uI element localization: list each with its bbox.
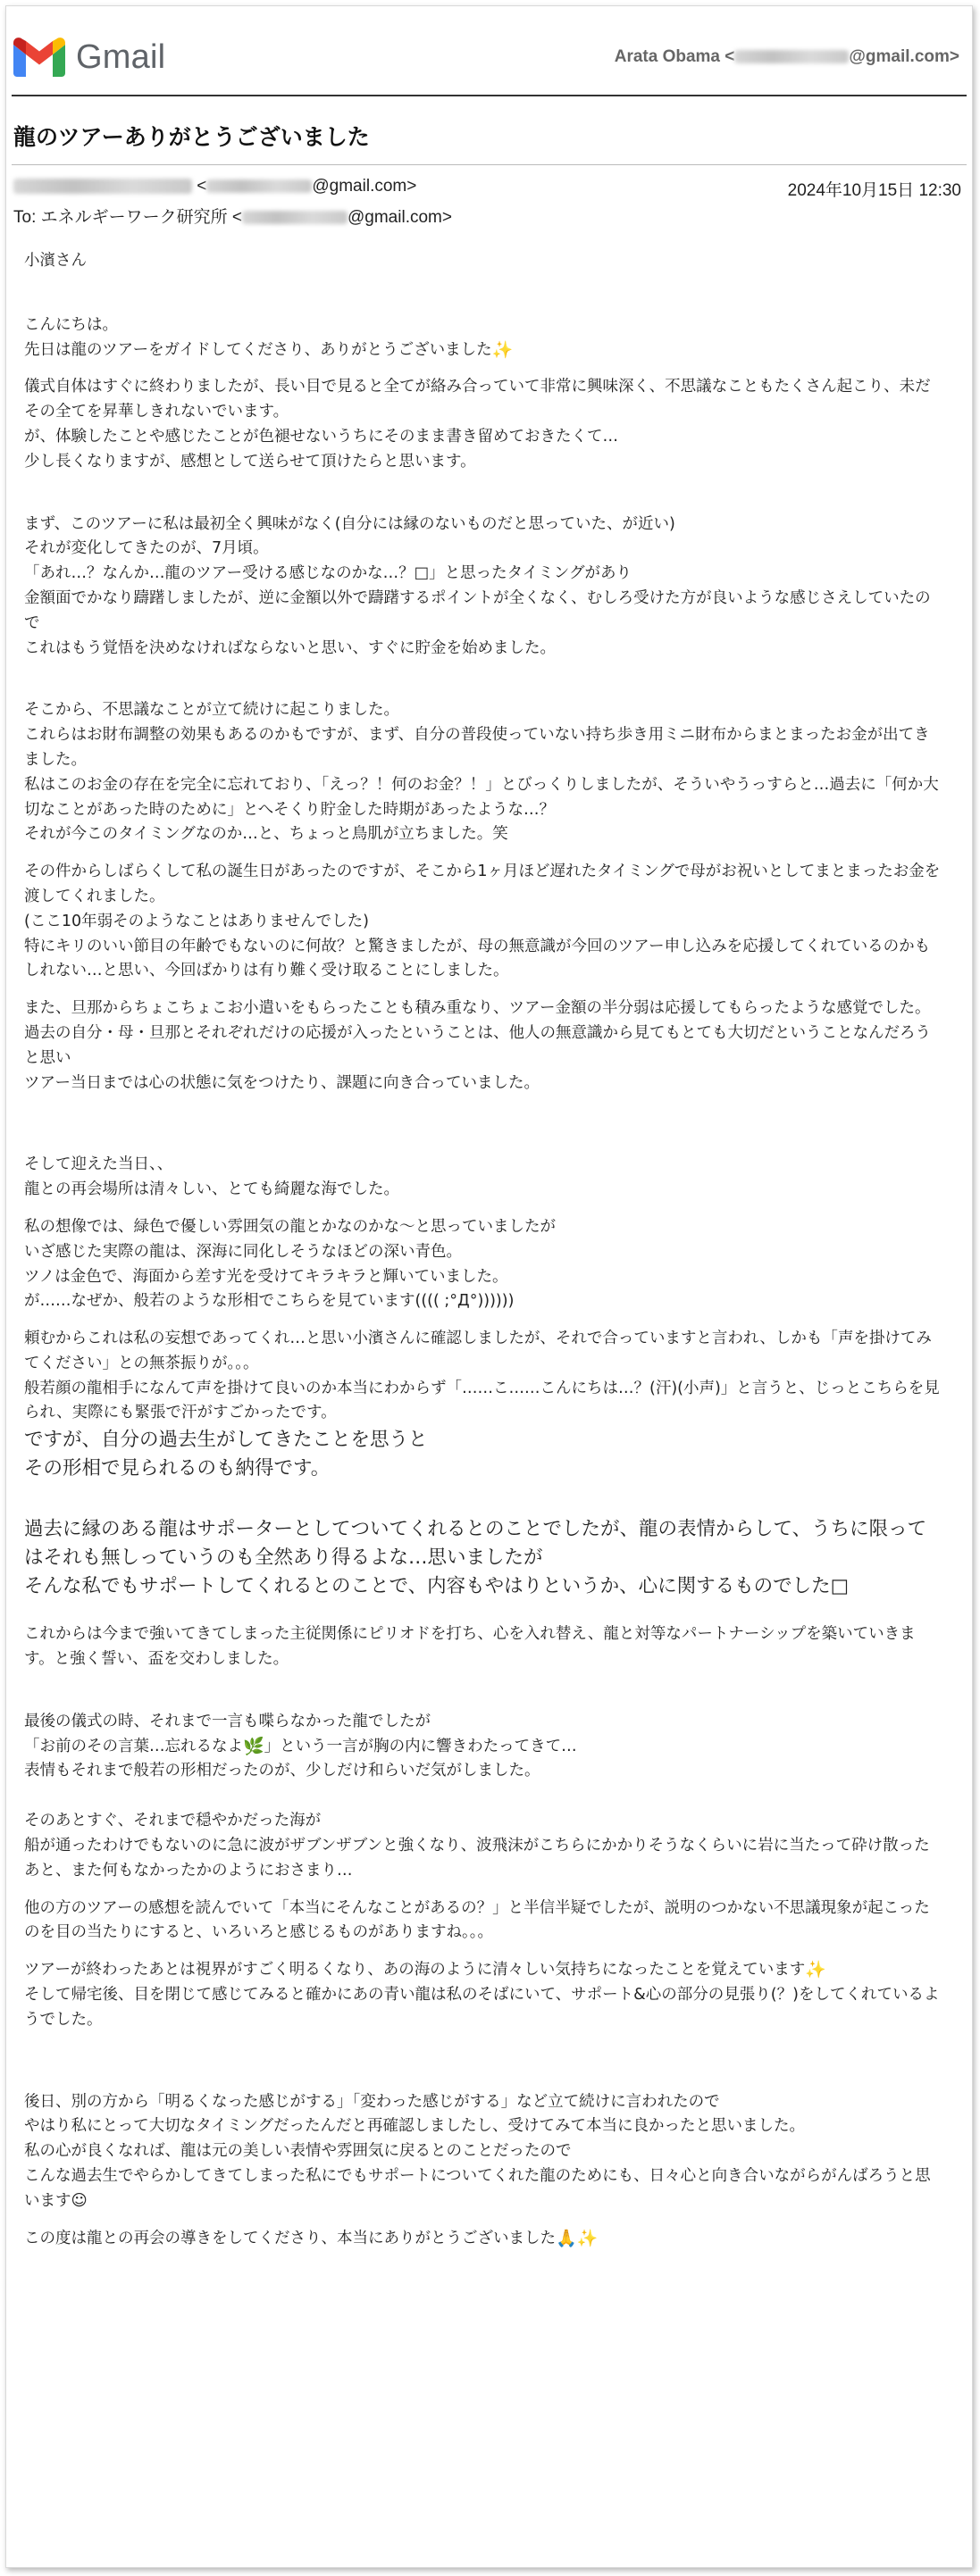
account-email-suffix: @gmail.com> (849, 47, 959, 66)
paragraph-final-ritual (24, 1710, 944, 1784)
paragraph-greeting-dragon: 頼むからこれは私の妄想であってくれ…と思い小濱さんに確認しましたが、それで合っていますと言われ、しかも「声を掛けてみてください」との無茶振りが。。。 般若顔の龍相手になんて声を掛けて良いのか本当にわからず「……こ……こんにちは…？(汗)(小声)」と言うと、じっとこちらを見られ、実際にも緊張で汗がすごかったです。 (24, 1330, 940, 1422)
paragraph-later-days: 後日、別の方から「明るくなった感じがする」「変わった感じがする」など立て続けに言われたので やはり私にとって大切なタイミングだったんだと再確認しましたし、受けてみて本当に良かったと思いました。 私の心が良くなれば、龍は元の美しい表情や雰囲気に戻るとのことだったので こんな過去生でやらかしてきてしまった私にでもサポートについてくれた龍のためにも、日々心と向き合いながらがんばろうと思います☺ (24, 2092, 931, 2210)
recipient-prefix: To: エネルギーワーク研究所 < (13, 208, 242, 227)
header-divider (12, 95, 967, 96)
final-ritual-text-a: 最後の儀式の時、それまで一言も喋らなかった龍でしたが 「お前のその言葉…忘れるなよ (24, 1712, 431, 1755)
paragraph-waves: そのあとすぐ、それまで穏やかだった海が 船が通ったわけでもないのに急に波がザブンザブンと強くなり、波飛沫がこちらにかかりそうなくらいに岩に当たって砕け散ったあと、また何もなかったかのようにおさまり… (24, 1812, 930, 1880)
email-subject: 龍のツアーありがとうございました (13, 124, 370, 150)
sparkles-icon: ✨ (491, 339, 514, 360)
paragraph-mysteries: そこから、不思議なことが立て続けに起こりました。 これらはお財布調整の効果もあるのかもですが、まず、自分の普段使っていない持ち歩き用ミニ財布からまとまったお金が出てきました。 私はこのお金の存在を完全に忘れており、「えっ？！何のお金？！」とびっくりしましたが、そういやうっすらと…過去に「何か大切なことがあった時のために」とへそくり貯金した時期があったような…？ それが今このタイミングなのか…と、ちょっと鳥肌が立ちました。笑 (24, 701, 939, 844)
final-ritual-text-b: 」という一言が胸の内に響きわたってきて… 表情もそれまで般若の形相だったのが、少しだけ和らいだ気がしました。 (24, 1737, 577, 1780)
paragraph-birthday: その件からしばらくして私の誕生日があったのですが、そこから1ヶ月ほど遅れたタイミングで母がお祝いとしてまとまったお金を渡してくれました。 (ここ10年弱そのようなことはありませんでした) 特にキリのいい節目の年齢でもないのに何故？と驚きましたが、母の無意識が今回のツアー申し込みを応援してくれているのかもしれない…と思い、今回ばかりは有り難く受け取ることにしました。 (24, 863, 941, 980)
sender-email-suffix: @gmail.com> (312, 177, 417, 196)
redacted-sender-email (206, 179, 312, 193)
paragraph-others-reviews: 他の方のツアーの感想を読んでいて「本当にそんなことがあるの？」と半信半疑でしたが、説明のつかない不思議現象が起こったのを目の当たりにすると、いろいろと感じるものがありますね。。。 (24, 1898, 930, 1942)
sparkles-icon: ✨ (576, 2228, 599, 2248)
recipient-line (13, 204, 452, 228)
paragraph-closing (24, 2227, 944, 2252)
paragraph-beginning: まず、このツアーに私は最初全く興味がなく(自分には縁のないものだと思っていた、が近い) それが変化してきたのが、7月頃。 「あれ…？なんか…龍のツアー受ける感じなのかな…？□」と思ったタイミングがあり 金額面でかなり躊躇しましたが、逆に金額以外で躊躇するポイントが全くなく、むしろ受けた方が良いような感じさえしていたので これはもう覚悟を決めなければならないと思い、すぐに貯金を始めました。 (24, 514, 931, 657)
gmail-m-icon (13, 38, 65, 77)
email-date: 2024年10月15日 12:30 (787, 181, 961, 200)
folded-hands-icon: 🙏 (556, 2228, 577, 2248)
redacted-account-email (734, 50, 849, 63)
paragraph-oath: これからは今まで強いてきてしまった主従関係にピリオドを打ち、心を入れ替え、龍と対等なパートナーシップを築いていきます。と強く誓い、盃を交わしました。 (24, 1625, 916, 1669)
recipient-email-suffix: @gmail.com> (348, 208, 452, 227)
account-info (615, 47, 959, 67)
email-body (24, 249, 944, 2251)
after-tour-text-a: ツアーが終わったあとは視界がすごく明るくなり、あの海のように清々しい気持ちになったことを覚えています (24, 1961, 806, 1980)
sparkles-icon: ✨ (805, 1960, 826, 1980)
paragraph-ceremony: 儀式自体はすぐに終わりましたが、長い目で見ると全てが絡み合っていて非常に興味深く、不思議なこともたくさん起こり、未だその全てを昇華しきれないでいます。 が、体験したことや感じたことが色褪せないうちにそのまま書き留めておきたくて… 少し長くなりますが、感想として送らせて頂けたらと思います。 (24, 378, 931, 471)
sender-email-open: < (192, 177, 207, 196)
greeting: 小濱さん (24, 252, 87, 270)
paragraph-after-tour (24, 1958, 944, 2032)
closing-text: この度は龍との再会の導きをしてくださり、本当にありがとうございました (24, 2229, 556, 2247)
redacted-recipient-email (242, 211, 348, 224)
paragraph-intro (24, 313, 944, 363)
paragraph-dragon-image: 私の想像では、緑色で優しい雰囲気の龍とかなのかな〜と思っていましたが いざ感じた実際の龍は、深海に同化しそうなほどの深い青色。 ツノは金色で、海面から差す光を受けてキラキラと輝いていました。 が……なぜか、般若のような形相でこちらを見ています(((( ;°Д°)))))) (24, 1217, 556, 1311)
email-print-page (5, 5, 973, 2568)
paragraph-tour-day: そして迎えた当日、、 龍との再会場所は清々しい、とても綺麗な海でした。 (24, 1155, 399, 1199)
gmail-logo (13, 33, 165, 81)
paragraph-past-life: ですが、自分の過去生がしてきたことを思うと その形相で見られるのも納得です。 (24, 1429, 428, 1480)
redacted-sender-name (13, 179, 192, 194)
account-name: Arata Obama (614, 47, 721, 66)
paragraph-support: また、旦那からちょこちょこお小遣いをもらったことも積み重なり、ツアー金額の半分弱は応援してもらったような感覚でした。 過去の自分・母・旦那とそれぞれだけの応援が入ったということは、他人の無意識から見てもとても大切だということなんだろうと思い ツアー当日までは心の状態に気をつけたり、課題に向き合っていました。 (24, 999, 931, 1092)
gmail-wordmark: Gmail (76, 38, 166, 76)
paragraph-intro-text: こんにちは。 先日は龍のツアーをガイドしてくださり、ありがとうございました (24, 315, 492, 359)
leaf-icon: 🌿 (243, 1736, 264, 1756)
account-email-open: < (725, 47, 735, 66)
paragraph-supporter: 過去に縁のある龍はサポーターとしてついてくれるとのことでしたが、龍の表情からして、うちに限ってはそれも無しっていうのも全然あり得るよな…思いましたが そんな私でもサポートしてくれるとのことで、内容もやはりというか、心に関するものでした□ (24, 1518, 927, 1598)
subject-divider (12, 164, 967, 165)
after-tour-text-b: そして帰宅後、目を閉じて感じてみると確かにあの青い龍は私のそばにいて、サポート&心の部分の見張り(？)をしてくれているようでした。 (24, 1986, 940, 2029)
sender-line (13, 177, 416, 196)
